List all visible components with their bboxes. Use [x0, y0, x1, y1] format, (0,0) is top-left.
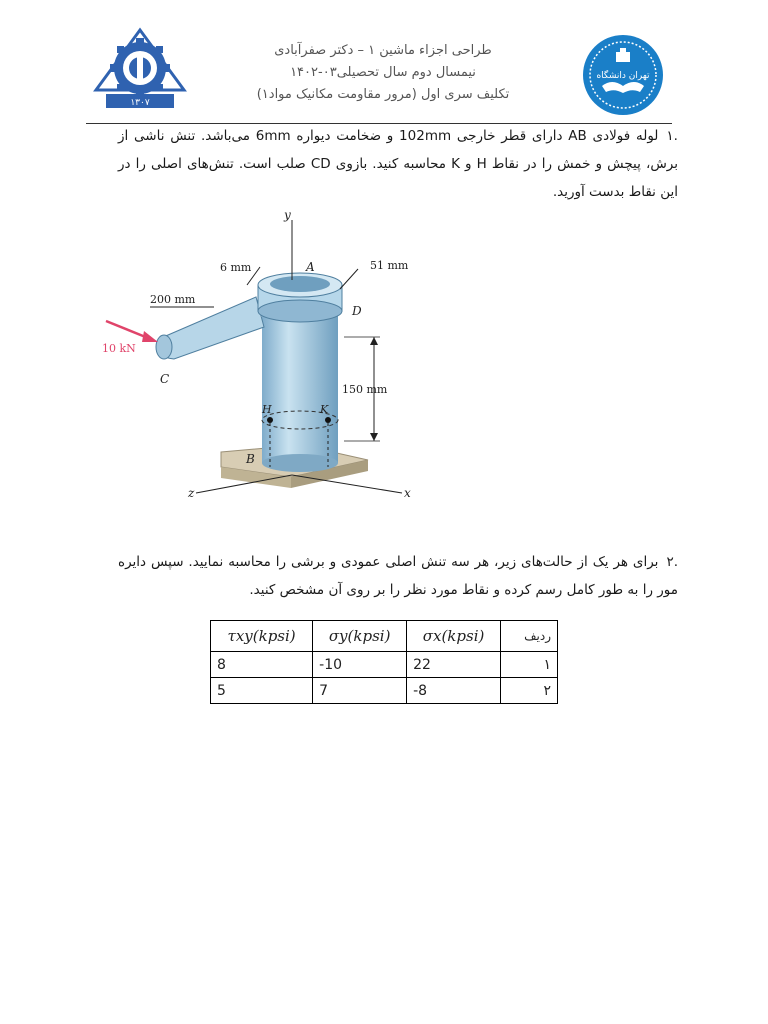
table-row	[211, 652, 558, 678]
label-d: D	[352, 304, 362, 318]
stress-table-wrapper	[210, 620, 558, 704]
dim-51-line	[340, 269, 358, 289]
question-2-number: .۲	[666, 554, 678, 570]
label-x: x	[404, 486, 411, 500]
label-y: y	[284, 208, 291, 222]
question-2	[118, 548, 678, 604]
emblem-year: ۱۳۰۷	[130, 98, 150, 108]
point-k	[325, 417, 331, 423]
question-1	[118, 122, 678, 206]
tau-xy-value: 8	[211, 652, 313, 678]
pipe-ab	[262, 305, 338, 463]
table-row	[211, 678, 558, 704]
label-dim-51: 51 mm	[370, 259, 409, 272]
label-dim-150: 150 mm	[342, 383, 388, 396]
university-emblem-left	[92, 24, 188, 114]
course-title: طراحی اجزاء ماشین ۱ – دکتر صفرآبادی	[274, 43, 492, 58]
dim-150-arrow-top	[370, 337, 378, 345]
pipe-bottom	[262, 454, 338, 472]
label-k: K	[320, 403, 329, 416]
question-2-text: برای هر یک از حالت‌های زیر، هر سه تنش اصلی عمودی و برشی را محاسبه نمایید. سپس دایره مور را به طور کامل رسم کرده و نقاط مورد نظر را بر روی آن مشخص کنید.	[118, 554, 678, 598]
table-header-row	[211, 621, 558, 652]
rigid-arm-cd	[158, 297, 264, 359]
label-dim-200: 200 mm	[150, 293, 196, 306]
dim-150-arrow-bottom	[370, 433, 378, 441]
pipe-arm-figure	[96, 205, 426, 515]
header-tau-xy: τxy(kpsi)	[211, 621, 313, 652]
arm-end-c	[156, 335, 172, 359]
header-sigma-x: σx(kpsi)	[407, 621, 501, 652]
question-1-number: .۱	[666, 128, 678, 144]
collar-bottom	[258, 300, 342, 322]
header-row-index: ردیف	[501, 621, 558, 652]
load-arrow-head	[142, 331, 158, 342]
document-header	[230, 40, 536, 106]
tau-xy-value: 5	[211, 678, 313, 704]
load-arrow-line	[106, 321, 148, 338]
sigma-x-value: -8	[407, 678, 501, 704]
label-h: H	[262, 403, 272, 416]
header-sigma-y: σy(kpsi)	[313, 621, 407, 652]
pipe-bore	[270, 276, 330, 292]
label-dim-6: 6 mm	[220, 261, 252, 274]
assignment-title: تکلیف سری اول (مرور مقاومت مکانیک مواد۱)	[256, 87, 510, 102]
semester-line: نیمسال دوم سال تحصیلی۰۳-۱۴۰۲	[290, 65, 476, 80]
row-index: ۲	[501, 678, 558, 704]
sigma-x-value: 22	[407, 652, 501, 678]
logo-text: تهران دانشگاه	[596, 71, 650, 81]
row-index: ۱	[501, 652, 558, 678]
label-a: A	[306, 260, 315, 274]
sigma-y-value: 7	[313, 678, 407, 704]
label-c: C	[160, 372, 170, 386]
point-h	[267, 417, 273, 423]
label-load: 10 kN	[102, 342, 136, 355]
university-of-tehran-logo	[582, 34, 664, 116]
label-z: z	[188, 486, 195, 500]
sigma-y-value: -10	[313, 652, 407, 678]
label-b: B	[246, 452, 255, 466]
question-1-text: لوله فولادی AB دارای قطر خارجی 102mm و ضخامت دیواره 6mm می‌باشد. تنش ناشی از برش، پیچش و خمش را در نقاط H و K محاسبه کنید. بازوی CD صلب است. تنش‌های اصلی را در این نقاط بدست آورید.	[118, 128, 678, 200]
stress-table	[210, 620, 558, 704]
